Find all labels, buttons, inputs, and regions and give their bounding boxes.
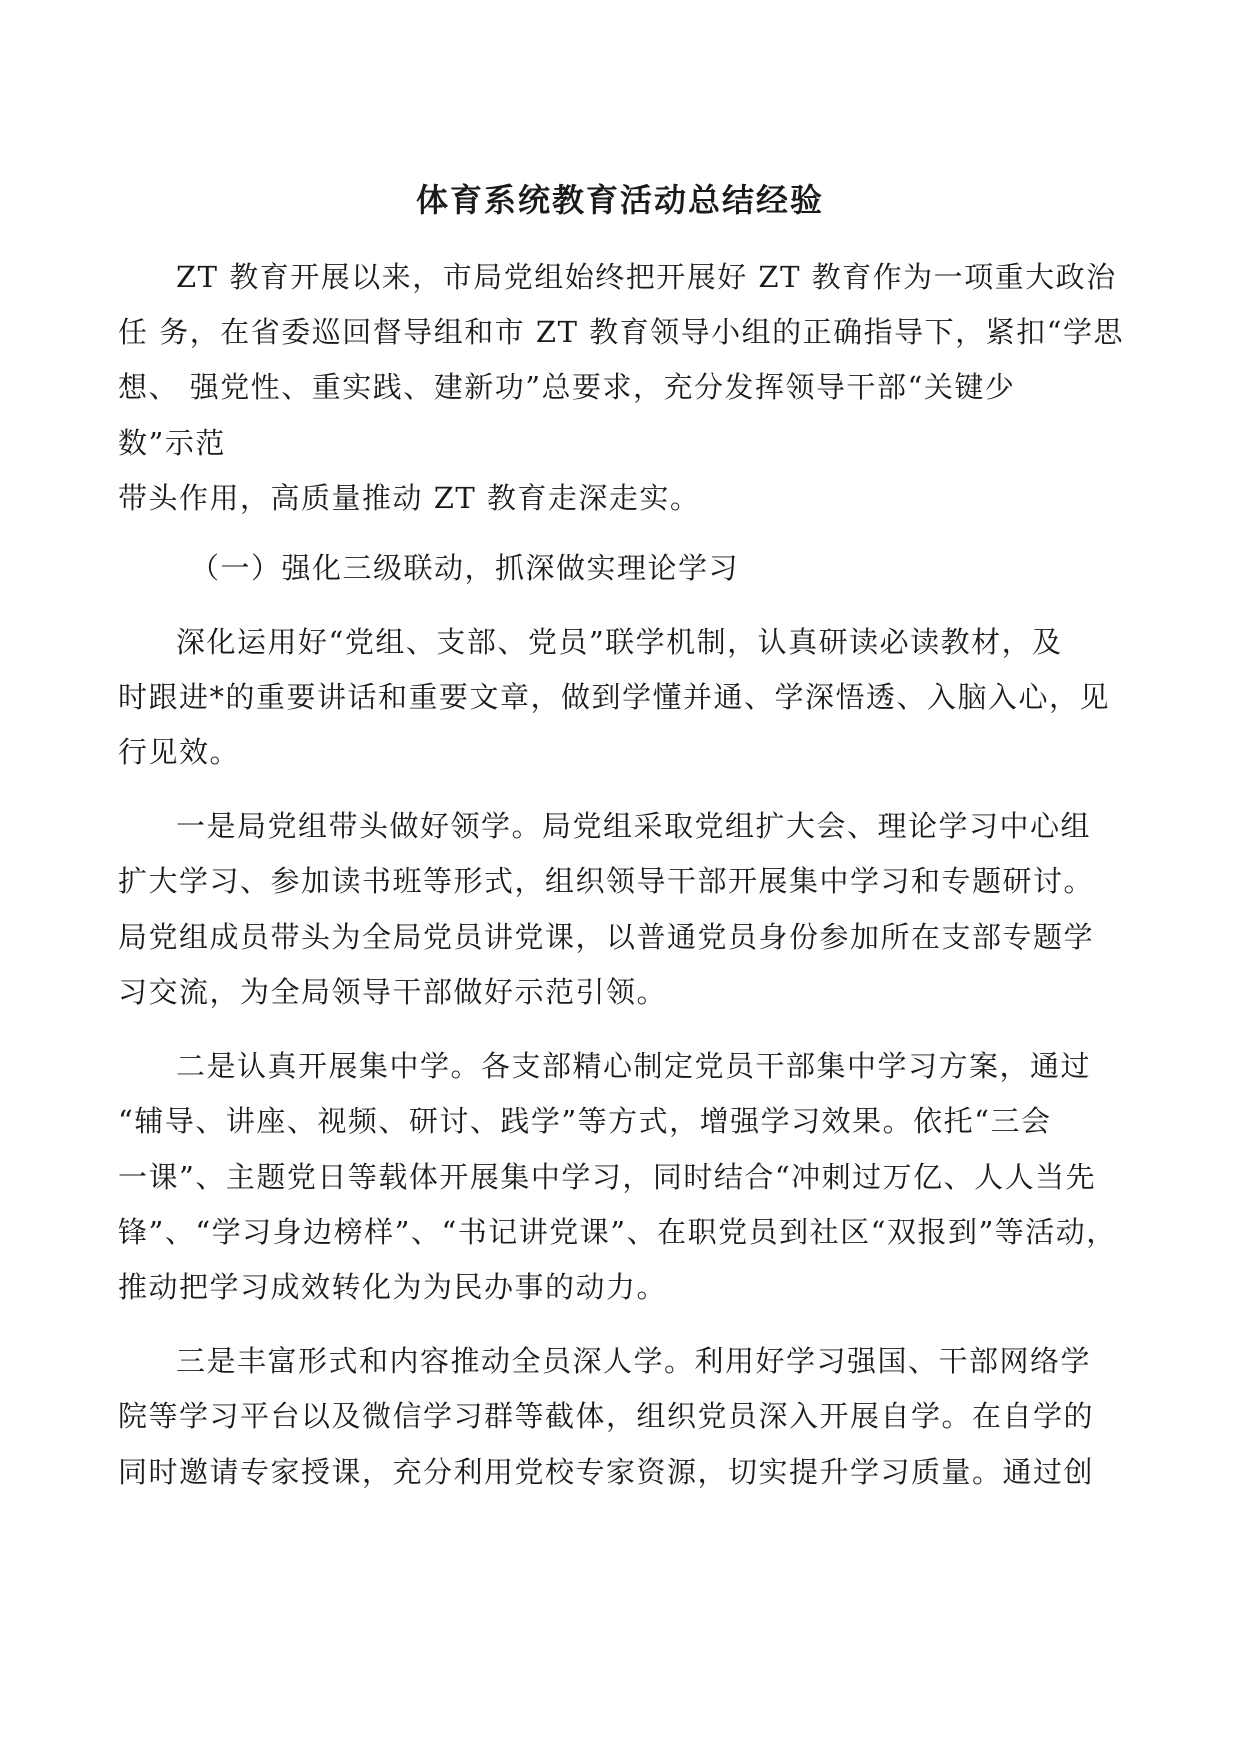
paragraph-line: “辅导、讲座、视频、研讨、践学”等方式，增强学习效果。依托“三会 bbox=[118, 1104, 1052, 1138]
paragraph-line: 深化运用好“党组、支部、党员”联学机制，认真研读必读教材，及 bbox=[176, 625, 1063, 659]
paragraph-line: 一课”、主题党日等载体开展集中学习，同时结合“冲刺过万亿、人人当先 bbox=[118, 1160, 1097, 1194]
paragraph-line: 扩大学习、参加读书班等形式，组织领导干部开展集中学习和专题研讨。 bbox=[118, 864, 1095, 898]
paragraph-line: 同时邀请专家授课，充分利用党校专家资源，切实提升学习质量。通过创 bbox=[118, 1455, 1095, 1489]
paragraph-line: 习交流，为全局领导干部做好示范引领。 bbox=[118, 975, 668, 1009]
paragraph-line: 想、 强党性、重实践、建新功”总要求，充分发挥领导干部“关键少 bbox=[118, 370, 1016, 404]
paragraph-line: 二是认真开展集中学。各支部精心制定党员干部集中学习方案，通过 bbox=[176, 1049, 1092, 1083]
document-title: 体育系统教育活动总结经验 bbox=[415, 181, 824, 219]
paragraph-line: 推动把学习成效转化为为民办事的动力。 bbox=[118, 1270, 668, 1304]
paragraph-line: 任 务，在省委巡回督导组和市 ZT 教育领导小组的正确指导下，紧扣“学思 bbox=[118, 315, 1124, 349]
paragraph-line: 带头作用，高质量推动 ZT 教育走深走实。 bbox=[118, 481, 701, 515]
section-heading: （一）强化三级联动，抓深做实理论学习 bbox=[190, 551, 740, 585]
paragraph-line: 院等学习平台以及微信学习群等截体，组织党员深入开展自学。在自学的 bbox=[118, 1399, 1095, 1433]
paragraph-line: 局党组成员带头为全局党员讲党课，以普通党员身份参加所在支部专题学 bbox=[118, 920, 1095, 954]
paragraph-line: 行见效。 bbox=[118, 735, 241, 769]
paragraph-line: 数”示范 bbox=[118, 426, 226, 460]
paragraph-line: 三是丰富形式和内容推动全员深人学。利用好学习强国、干部网络学 bbox=[176, 1344, 1092, 1378]
paragraph-line: 锋”、“学习身边榜样”、“书记讲党课”、在职党员到社区“双报到”等活动， bbox=[118, 1215, 1117, 1249]
paragraph-line: 时跟进*的重要讲话和重要文章，做到学懂并通、学深悟透、入脑入心，见 bbox=[118, 680, 1111, 714]
paragraph-line: ZT 教育开展以来，市局党组始终把开展好 ZT 教育作为一项重大政治 bbox=[176, 260, 1117, 294]
paragraph-line: 一是局党组带头做好领学。局党组采取党组扩大会、理论学习中心组 bbox=[176, 809, 1092, 843]
